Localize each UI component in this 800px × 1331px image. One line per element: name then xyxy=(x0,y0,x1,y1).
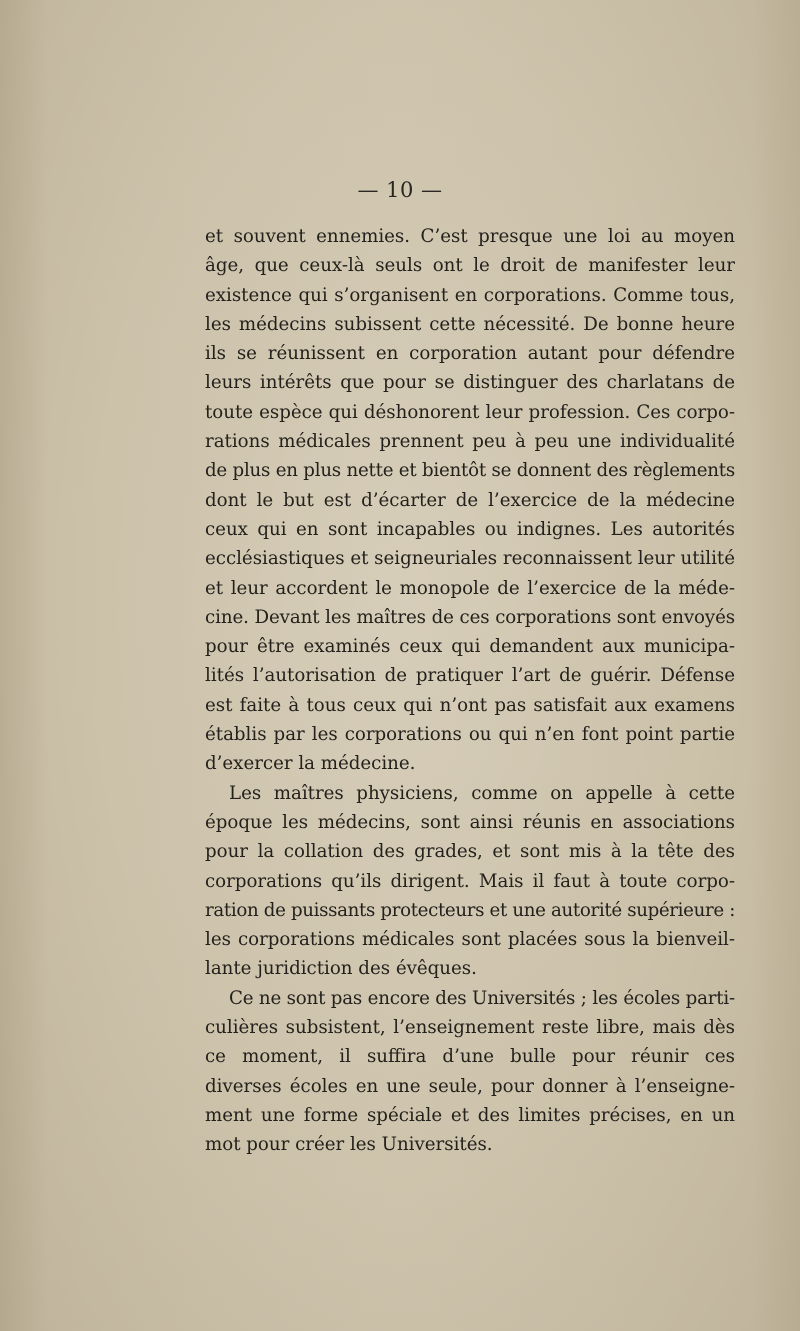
text-line: cine. Devant les maîtres de ces corporations sont envoyés xyxy=(205,606,735,628)
paragraph-3 xyxy=(205,984,735,1160)
text-line: lante juridiction des évêques. xyxy=(205,958,477,980)
text-line: ceux qui en sont incapables ou indignes. Les autorités xyxy=(205,518,735,540)
text-line: toute espèce qui déshonorent leur profession. Ces corpo- xyxy=(205,401,735,423)
text-line: Les maîtres physiciens, comme on appelle à cette xyxy=(229,782,735,804)
text-line: les médecins subissent cette nécessité. De bonne heure xyxy=(205,313,735,335)
text-line: leurs intérêts que pour se distinguer des charlatans de xyxy=(205,372,735,394)
text-line: mot pour créer les Universités. xyxy=(205,1134,493,1156)
text-line: diverses écoles en une seule, pour donner à l’enseigne- xyxy=(205,1075,735,1097)
text-line: et souvent ennemies. C’est presque une loi au moyen xyxy=(205,226,735,247)
text-line: pour être examinés ceux qui demandent aux municipa- xyxy=(205,636,735,658)
text-line: ment une forme spéciale et des limites précises, en un xyxy=(205,1104,735,1126)
body-text xyxy=(205,222,735,1160)
text-line: et leur accordent le monopole de l’exercice de la méde- xyxy=(205,577,735,599)
text-line: pour la collation des grades, et sont mis à la tête des xyxy=(205,841,735,863)
text-line: lités l’autorisation de pratiquer l’art de guérir. Défense xyxy=(205,665,735,687)
text-line: de plus en plus nette et bientôt se donnent des règlements xyxy=(205,460,736,482)
paragraph-2 xyxy=(205,779,735,984)
text-line: ce moment, il suffira d’une bulle pour réunir ces xyxy=(205,1046,735,1068)
text-line: Ce ne sont pas encore des Universités ; les écoles parti- xyxy=(229,987,735,1009)
text-line: âge, que ceux-là seuls ont le droit de manifester leur xyxy=(205,255,735,277)
text-line: existence qui s’organisent en corporations. Comme tous, xyxy=(205,284,735,306)
text-line: culières subsistent, l’enseignement reste libre, mais dès xyxy=(205,1017,735,1039)
text-line: dont le but est d’écarter de l’exercice de la médecine xyxy=(205,489,735,511)
paragraph-1 xyxy=(205,222,735,779)
text-line: les corporations médicales sont placées sous la bienveil- xyxy=(205,929,735,951)
text-line: est faite à tous ceux qui n’ont pas satisfait aux examens xyxy=(205,694,735,716)
text-line: ecclésiastiques et seigneuriales reconnaissent leur utilité xyxy=(205,548,735,570)
page-number: — 10 — xyxy=(357,178,443,202)
text-line: ils se réunissent en corporation autant pour défendre xyxy=(205,343,735,365)
text-line: d’exercer la médecine. xyxy=(205,753,416,775)
text-line: époque les médecins, sont ainsi réunis en associations xyxy=(205,811,735,833)
text-line: établis par les corporations ou qui n’en font point partie xyxy=(205,724,735,746)
text-line: corporations qu’ils dirigent. Mais il faut à toute corpo- xyxy=(205,870,735,892)
text-line: ration de puissants protecteurs et une autorité supérieure : xyxy=(205,899,735,921)
text-line: rations médicales prennent peu à peu une individualité xyxy=(205,431,735,453)
